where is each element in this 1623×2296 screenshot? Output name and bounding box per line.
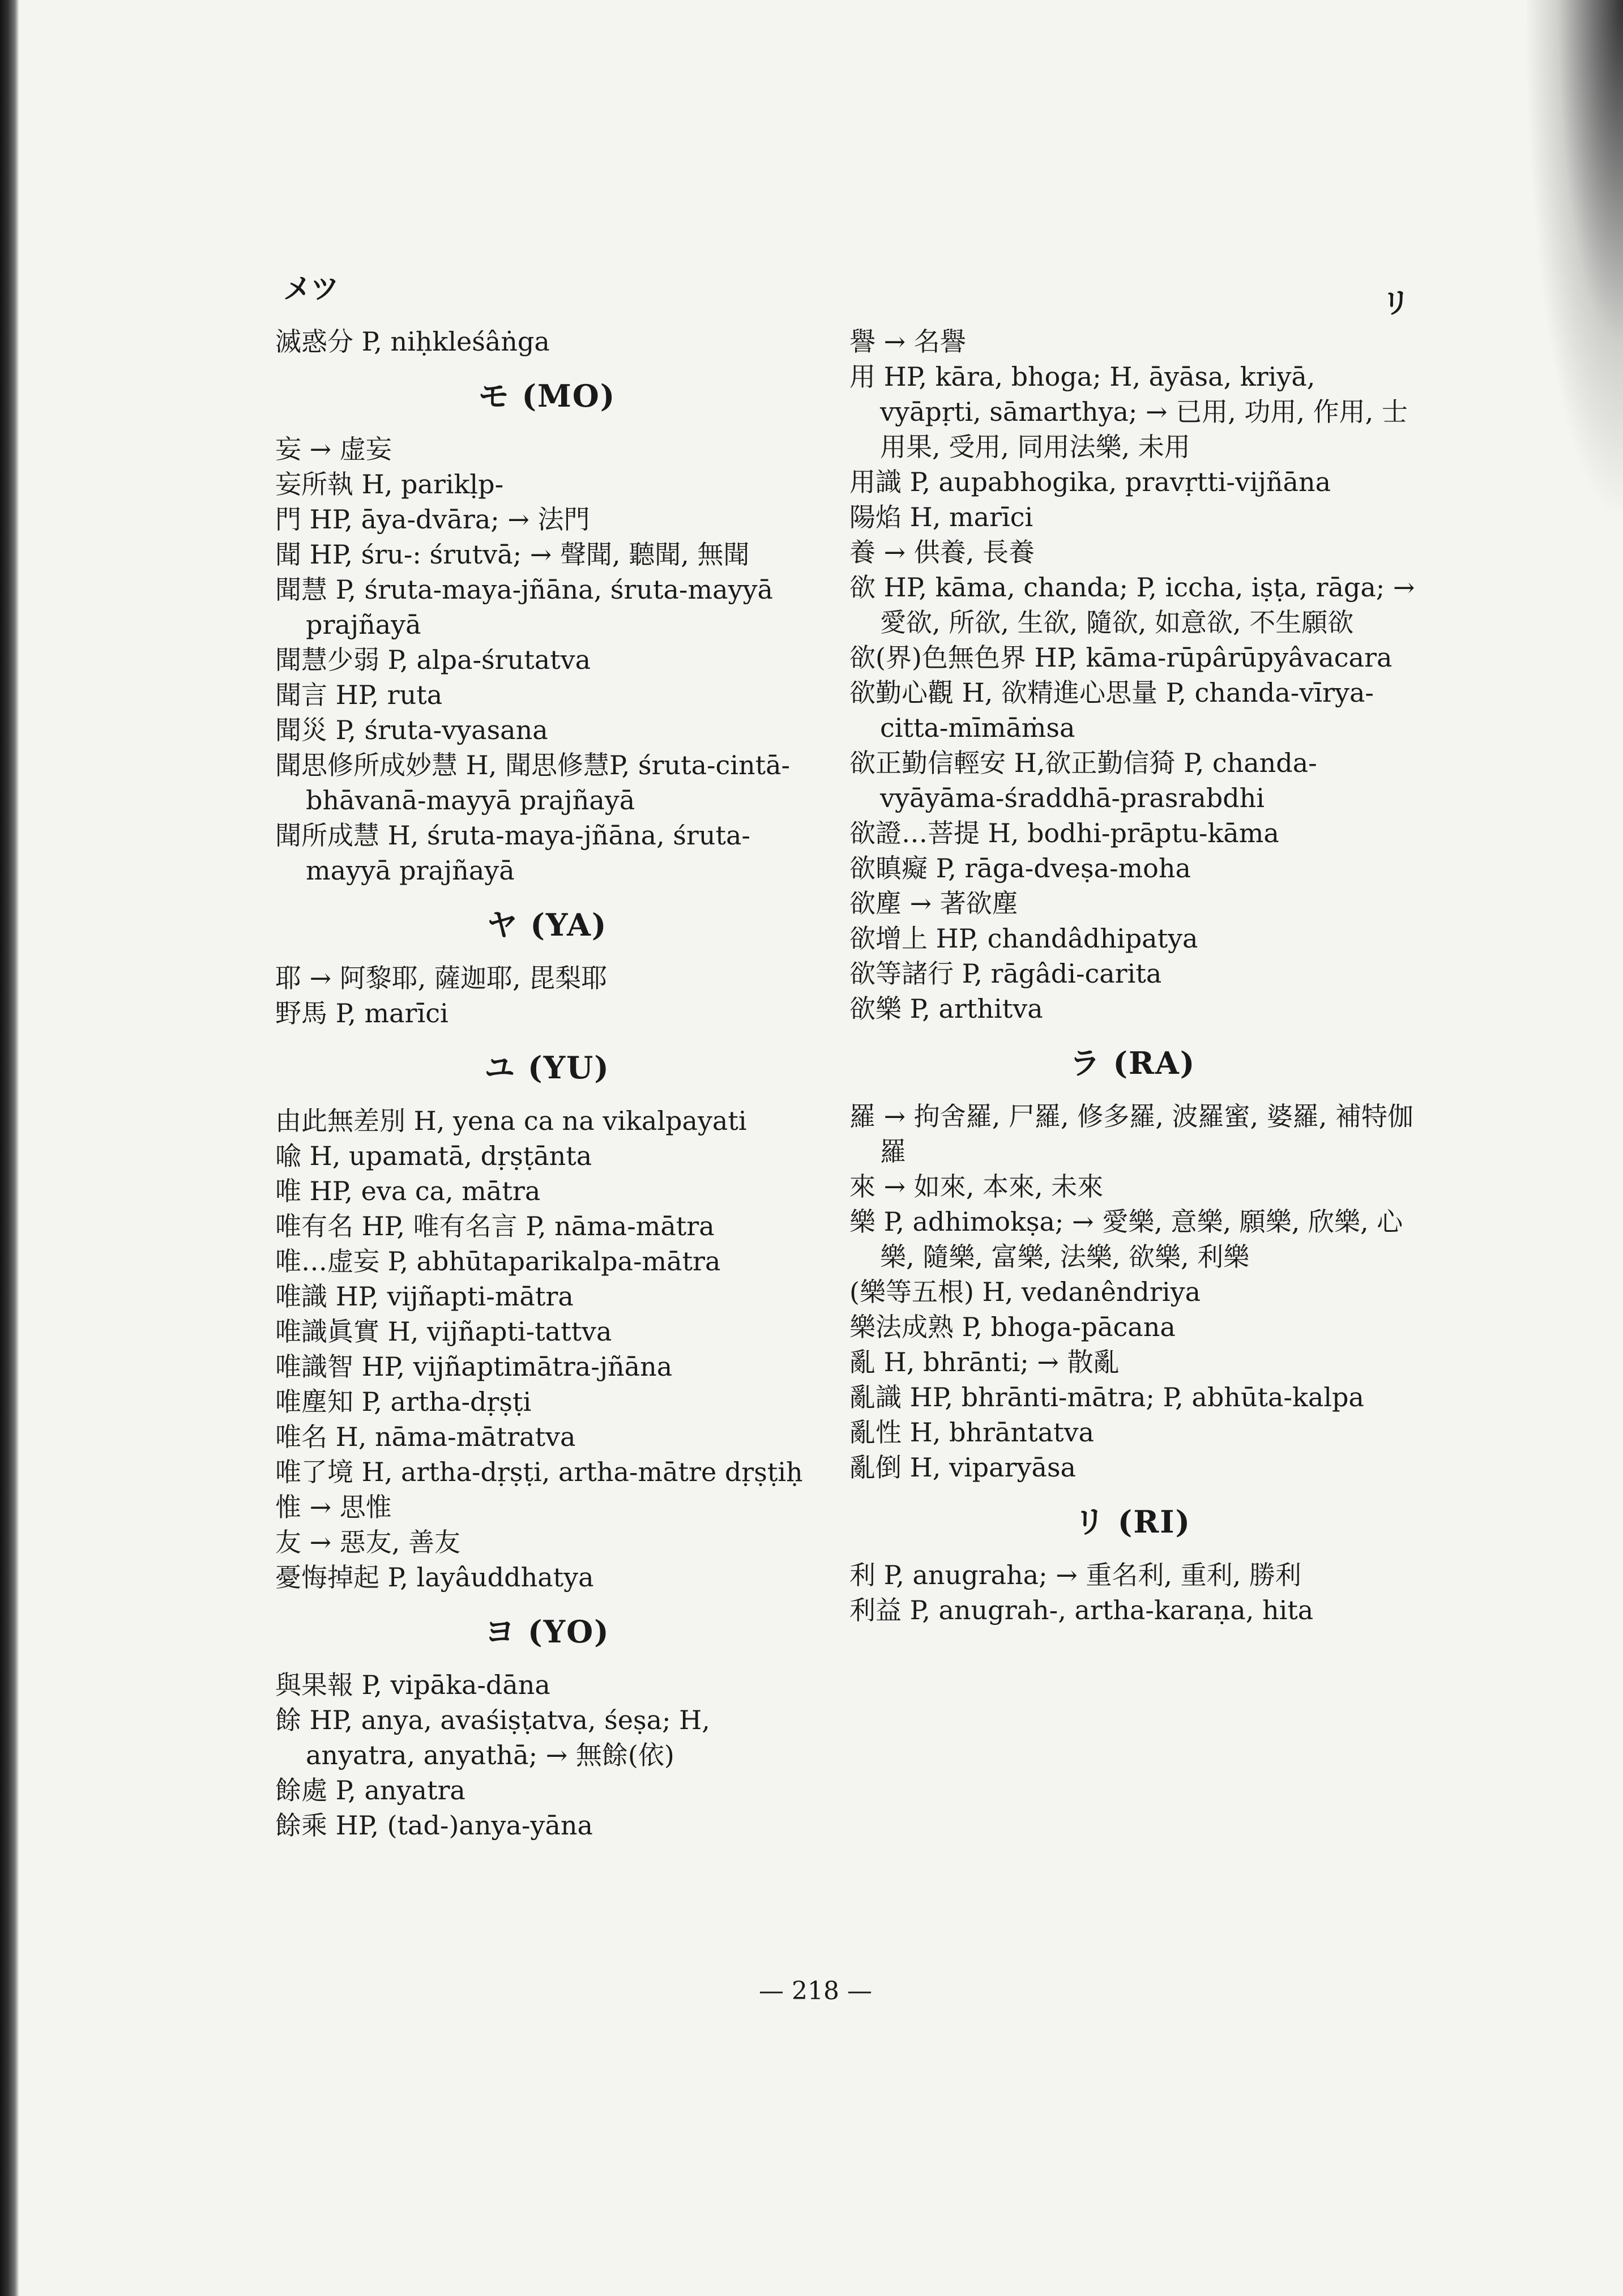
glossary-entry: 聞言 HP, ruta	[275, 680, 443, 710]
scan-edge-left	[0, 0, 19, 2296]
section-heading: ユ (YU)	[484, 1049, 610, 1086]
glossary-entry: 惟 → 思惟	[275, 1492, 392, 1522]
glossary-entry: 欲證…菩提 H, bodhi-prāptu-kāma	[849, 818, 1279, 848]
glossary-entry: 亂 H, bhrānti; → 散亂	[849, 1347, 1120, 1377]
glossary-entry: 養 → 供養, 長養	[849, 537, 1035, 567]
glossary-entry: 與果報 P, vipāka-dāna	[275, 1670, 550, 1700]
left-column	[275, 324, 819, 1843]
glossary-entry: 唯識眞實 H, vijñapti-tattva	[275, 1316, 612, 1347]
scan-edge-right	[1527, 0, 1623, 510]
glossary-entry: 餘處 P, anyatra	[275, 1775, 465, 1806]
glossary-entry: 聞災 P, śruta-vyasana	[275, 715, 548, 745]
glossary-entry: 餘 HP, anya, avaśiṣṭatva, śeṣa; H, anyatra, anyathā; → 無餘(依)	[275, 1705, 710, 1770]
right-column	[849, 324, 1416, 1628]
page-number: — 218 —	[759, 1977, 872, 2005]
glossary-entry: 欲樂 P, arthitva	[849, 993, 1043, 1024]
glossary-entry: 利益 P, anugrah-, artha-karaṇa, hita	[849, 1595, 1314, 1625]
glossary-entry: 欲瞋癡 P, rāga-dveṣa-moha	[849, 853, 1191, 884]
glossary-entry: 用 HP, kāra, bhoga; H, āyāsa, kriyā, vyāpṛti, sāmarthya; → 已用, 功用, 作用, 士用果, 受用, 同用法樂, 未用	[849, 361, 1408, 462]
running-head-left: メツ	[283, 272, 339, 305]
glossary-entry: 用識 P, aupabhogika, pravṛtti-vijñāna	[849, 467, 1331, 497]
glossary-entry: 欲增上 HP, chandâdhipatya	[849, 923, 1198, 954]
glossary-entry: 唯…虚妄 P, abhūtaparikalpa-mātra	[275, 1246, 721, 1277]
glossary-entry: 唯了境 H, artha-dṛṣṭi, artha-mātre dṛṣṭiḥ	[275, 1457, 803, 1487]
glossary-entry: 亂識 HP, bhrānti-mātra; P, abhūta-kalpa	[849, 1382, 1364, 1412]
glossary-entry: 憂悔掉起 P, layâuddhatya	[275, 1562, 594, 1593]
glossary-entry: 亂倒 H, viparyāsa	[849, 1452, 1076, 1483]
glossary-entry: 門 HP, āya-dvāra; → 法門	[275, 504, 590, 535]
glossary-entry: 聞所成慧 H, śruta-maya-jñāna, śruta-mayyā prajñayā	[275, 820, 750, 886]
glossary-entry: 聞慧 P, śruta-maya-jñāna, śruta-mayyā prajñayā	[275, 574, 773, 640]
running-head-right: リ	[1382, 286, 1410, 319]
glossary-entry: 唯名 H, nāma-mātratva	[275, 1422, 576, 1452]
glossary-entry: 喩 H, upamatā, dṛṣṭānta	[275, 1141, 592, 1171]
glossary-entry: 妄所執 H, parikḷp-	[275, 469, 504, 500]
glossary-entry: 唯識 HP, vijñapti-mātra	[275, 1281, 574, 1312]
glossary-entry: 利 P, anugraha; → 重名利, 重利, 勝利	[849, 1560, 1301, 1590]
glossary-entry: 聞 HP, śru-: śrutvā; → 聲聞, 聽聞, 無聞	[275, 539, 750, 570]
glossary-entry: 耶 → 阿黎耶, 薩迦耶, 毘梨耶	[275, 963, 608, 993]
glossary-entry: 滅惑分 P, niḥkleśâṅga	[275, 326, 550, 357]
glossary-entry: 餘乘 HP, (tad-)anya-yāna	[275, 1810, 593, 1841]
glossary-entry: 唯 HP, eva ca, mātra	[275, 1176, 541, 1206]
glossary-entry: 羅 → 拘舍羅, 尸羅, 修多羅, 波羅蜜, 婆羅, 補特伽羅	[849, 1101, 1414, 1167]
glossary-entry: 欲(界)色無色界 HP, kāma-rūpârūpyâvacara	[849, 642, 1393, 673]
glossary-entry: 欲 HP, kāma, chanda; P, iccha, iṣṭa, rāga; → 愛欲, 所欲, 生欲, 隨欲, 如意欲, 不生願欲	[849, 572, 1415, 638]
section-heading: ヤ (YA)	[486, 907, 608, 943]
section-heading: ヨ (YO)	[484, 1614, 610, 1650]
glossary-entry: 陽焰 H, marīci	[849, 502, 1033, 532]
glossary-entry: 欲塵 → 著欲塵	[849, 888, 1018, 919]
glossary-entry: 欲正勤信輕安 H,欲正勤信猗 P, chanda-vyāyāma-śraddhā-prasrabdhi	[849, 748, 1317, 813]
section-heading: リ (RI)	[1074, 1504, 1191, 1540]
glossary-entry: 唯塵知 P, artha-dṛṣṭi	[275, 1386, 532, 1417]
glossary-entry: 妄 → 虚妄	[275, 434, 392, 464]
glossary-entry: 來 → 如來, 本來, 未來	[849, 1171, 1104, 1202]
glossary-entry: 亂性 H, bhrāntatva	[849, 1417, 1094, 1448]
glossary-entry: 友 → 惡友, 善友	[275, 1527, 461, 1557]
glossary-entry: 欲等諸行 P, rāgâdi-carita	[849, 958, 1162, 989]
glossary-entry: 聞慧少弱 P, alpa-śrutatva	[275, 645, 591, 675]
glossary-entry: 欲勤心觀 H, 欲精進心思量 P, chanda-vīrya-citta-mīmāṁsa	[849, 677, 1374, 743]
glossary-entry: 樂 P, adhimokṣa; → 愛樂, 意樂, 願樂, 欣樂, 心樂, 隨樂, 富樂, 法樂, 欲樂, 利樂	[849, 1206, 1403, 1272]
glossary-entry: (樂等五根) H, vedanêndriya	[849, 1277, 1201, 1307]
glossary-entry: 唯有名 HP, 唯有名言 P, nāma-mātra	[275, 1211, 715, 1241]
section-heading: ラ (RA)	[1069, 1045, 1196, 1081]
glossary-entry: 聞思修所成妙慧 H, 聞思修慧P, śruta-cintā-bhāvanā-mayyā prajñayā	[275, 750, 791, 816]
glossary-entry: 野馬 P, marīci	[275, 998, 449, 1028]
glossary-entry: 樂法成熟 P, bhoga-pācana	[849, 1312, 1176, 1342]
glossary-entry: 譽 → 名譽	[849, 326, 966, 357]
glossary-entry: 由此無差別 H, yena ca na vikalpayati	[275, 1106, 747, 1136]
glossary-entry: 唯識智 HP, vijñaptimātra-jñāna	[275, 1351, 673, 1382]
section-heading: モ (MO)	[478, 378, 616, 414]
